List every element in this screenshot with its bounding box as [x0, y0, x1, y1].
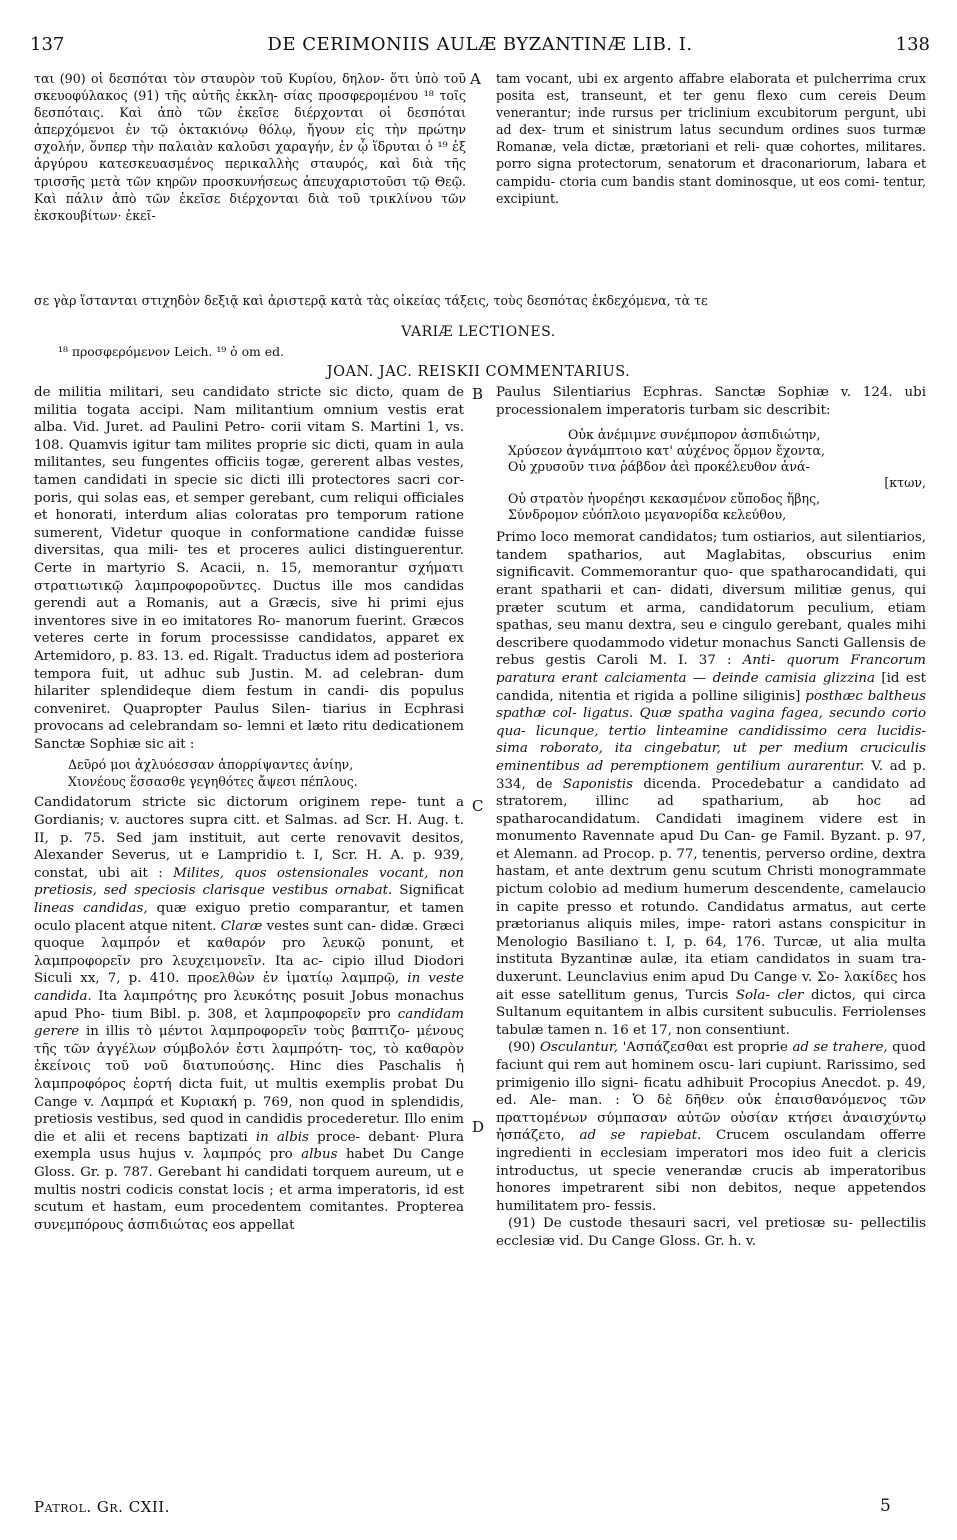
verse-quote: [508, 427, 926, 523]
commentary-left-column: [34, 384, 464, 1234]
commentary-paragraph: (91) De custode thesauri sacri, vel pretiosæ su- pellectilis ecclesiæ vid. Du Cange Gloss. Gr. h. v.: [496, 1216, 926, 1249]
italic-run: ad se trahere,: [792, 1040, 888, 1056]
italic-run: Milites, quos ostensionales vocant, non pretiosis, sed speciosis clarisque vestibus ornabat.: [34, 865, 464, 899]
verse-quote: [68, 757, 464, 790]
italic-run: ad se rapiebat.: [579, 1128, 702, 1144]
text-run: proce- debant· Plura exempla usus hujus v. λαμπρός pro: [34, 1129, 464, 1163]
italic-run: Claræ: [220, 918, 263, 934]
text-run: Significat: [399, 883, 464, 899]
variae-lectiones-title: VARIÆ LECTIONES.: [401, 324, 556, 340]
text-run: in illis τὸ μέντοι λαμπροφορεῖν τοὺς βαπτιζο- μένους τῆς τῶν ἀγγέλων σύμβολόν ἐστι λαμπρότη- τος, τὸ καθαρὸν ἐκείνοις τοῦ νοῦ διατυπούσης. Hinc dies Paschalis ἡ λαμπροφόρος ἑορτή dicta fuit, ut multis exemplis probat Du Cange v. Λαμπρά et Κυριακή p. 769, non quod in splendidis, pretiosis vestibus, sed quod in candidis procederetur. Illo enim die et alii et recens baptizati: [34, 1024, 464, 1145]
footer-signature: 5: [880, 1496, 891, 1516]
commentary-paragraph: [496, 1039, 926, 1215]
text-run: (90): [508, 1040, 536, 1056]
footer-volume: Patrol. Gr. CXII.: [34, 1498, 170, 1516]
margin-marker-c: C: [472, 797, 484, 815]
greek-text-tail: σε γὰρ ἵστανται στιχηδὸν δεξιᾷ καὶ ἀριστερᾷ κατὰ τὰς οἰκείας τάξεις, τοὺς δεσπότας ἐκδεχόμενα, τὰ τε: [34, 293, 708, 308]
margin-marker-d: D: [472, 1118, 485, 1136]
italic-run: lineas candidas,: [34, 901, 148, 917]
page-number-left: 137: [30, 34, 65, 55]
commentary-paragraph: [496, 529, 926, 1039]
text-run: V. ad p. 334, de: [496, 758, 926, 792]
verse-line: Οὐ στρατὸν ἠνορέησι κεκασμένον εὔποδος ἥβης,: [508, 491, 821, 507]
text-run: Primo loco memorat candidatos; tum ostiarios, aut silentiarios, tandem spatharios, aut Maglabitas, obscurius enim significavit. Commemorantur quo- que spatharocandidati, qui erant spatharii et can- didati, diversum militiæ genus, qui præter scutum et arma, candidatorum peculium, etiam spathas, seu manu dextra, seu e cingulo gerebant, quales mihi describere quodammodo videtur monachus Sancti Gallensis de rebus gestis Caroli M. I. 37 :: [496, 530, 926, 669]
verse-line: Δεῦρό μοι ἀχλυόεσσαν ἀπορρίψαντες ἀνίην,: [68, 757, 354, 773]
greek-text: ται (90) οἱ δεσπόται τὸν σταυρὸν τοῦ Κυρίου, δηλον- ὅτι ὑπὸ τοῦ σκευοφύλακος (91) τῆς αὐτῆς ἐκκλη- σίας προσφερομένου ¹⁸ τοῖς δεσπόταις. Καὶ ἀπὸ τῶν ἐκεῖσε διέρχονται οἱ δεσπόται ἀπερχόμενοι ἐν τῷ ὀκτακιόνῳ θόλῳ, ἤγουν εἰς τὴν πρώτην σχολήν, ὅνπερ τὴν παλαιὰν καλοῦσι χαραγήν, ἐν ᾧ ἵδρυται ὁ ¹⁹ ἐξ ἀργύρου κατεσκευασμένος περικαλλὴς σταυρός, καὶ διὰ τῆς τρισσῆς μετὰ τῶν κηρῶν προσκυνήσεως ἀπευχαριστοῦσι τῷ Θεῷ. Καὶ πάλιν ἀπὸ τῶν ἐκεῖσε διέρχονται διὰ τοῦ τρικλίνου τῶν ἐκσκουβίτων· ἐκεῖ-: [34, 71, 466, 223]
text-run: 'Ασπάζεσθαι est proprie: [622, 1040, 788, 1056]
text-run: Candidatorum stricte sic dictorum originem repe- tunt a Gordianis; v. auctores supra citt. et Salmas. ad Scr. H. Aug. t. II, p. 75. Sed jam instituit, aut certe renovavit desitos, Alexander Severus, ut e Lampridio t. I, Scr. H. A. p. 939, constat, ubi ait :: [34, 795, 464, 881]
text-run: quæ exiguo pretio comparantur, et tamen oculo placent atque nitent.: [34, 901, 465, 934]
text-run: dicenda. Procedebatur a candidato ad stratorem, illinc ad spatharium, ab hoc ad spatharocandidatum. Candidati imaginem videre est in monumento Ravennate apud Du Can- ge Famil. Byzant. p. 97, et Alemann. ad Procop. p. 77, tenentis, perverso ordine, dextra hastam, et ante dextrum genu scutum Christi monogrammate pictum colobio ad medium humerum descendente, camelaucio in capite presso et rotundo. Candidatus armatus, aut certe prætorianus aliquis miles, impe- ratori astans conspicitur in Menologio Basiliano t. I, p. 64, 176. Turcæ, ut alia multa instituta Byzantinæ aulæ, ita etiam candidatos in suam tra- duxerunt. Leunclavius enim apud Du Cange v. Σο- λακίδες hos ait esse satellitum genus, Turcis: [496, 776, 927, 1003]
text-run: dictos, qui circa Sultanum equitantem in albis cursitent subuculis. Ferriolenses tabulæ tamen n. 16 et 17, non consentiunt.: [496, 987, 926, 1038]
verse-line: Χρύσεον ἀγνάμπτοιο κατ' αὐχένος ὅρμον ἔχοντα,: [508, 443, 826, 459]
commentary-title: JOAN. JAC. REISKII COMMENTARIUS.: [326, 364, 631, 380]
commentary-right-column: [496, 384, 926, 1251]
running-title: DE CERIMONIIS AULÆ BYZANTINÆ LIB. I.: [267, 34, 693, 55]
page-number-right: 138: [895, 34, 930, 55]
margin-marker-a: A: [470, 70, 481, 88]
verse-line: Οὐ χρυσοῦν τινα ῥάβδον ἀεὶ προκέλευθον ἀνά-: [508, 459, 810, 475]
text-run: [id est candida, nitentia et rigida a polline siliginis]: [496, 670, 926, 704]
italic-run: in veste candida.: [34, 971, 464, 1004]
italic-run: posthæc baltheus spathæ col- ligatus. Quæ spatha vagina fagea, secundo corio qua- licunque, tertio linteamine candidissimo cera lucidis- sima roborato, ita cingebatur, ut per medium cruciculis eminentibus ad peremptionem gentilium aurarentur.: [496, 688, 926, 774]
latin-text: tam vocant, ubi ex argento affabre elaborata et pulcherrima crux posita est, transeunt, et ter genu flexo cum cereis Deum venerantur; inde rursus per triclinium excubitorum pergunt, ubi ad dex- trum et sinistrum latus secundum ordines suos turmæ Romanæ, vela dictæ, prætoriani et reli- quæ cohortes, militares. porro signa protectorum, senatorum et draconariorum, labara et campidu- ctoria cum bandis stant dominosque, ut eos comi- tentur, excipiunt.: [496, 71, 926, 206]
commentary-paragraph: Paulus Silentiarius Ecphras. Sanctæ Sophiæ v. 124. ubi processionalem imperatoris turbam sic describit:: [496, 385, 926, 418]
text-run: habet Du Cange Gloss. Gr. p. 787. Gerebant hi candidati torquem aureum, ut e multis nostri codicis constat locis ; et arma imperatoris, id est scutum et hastam, eum procedentem comitantes. Propterea συνεμπόρους ἀσπιδιώτας eos appellat: [34, 1147, 464, 1233]
italic-run: Osculantur,: [540, 1040, 619, 1056]
latin-text-column: [496, 70, 926, 207]
commentary-paragraph: [34, 794, 464, 1234]
verse-line: [κτων,: [884, 475, 926, 491]
commentary-paragraph: de militia militari, seu candidato stricte sic dicto, quam de militia togata accipi. Nam militantium omnium vestis erat alba. Vid. Juret. ad Paulini Petro- corii vitam S. Martini 1, vs. 108. Quamvis igitur tam milites proprie sic dicti, quam in aula militantes, seu fungentes officiis togæ, gererent albas vestes, tamen candidati in specie sic dicti illi protectores sacri cor- poris, qui solas eas, et semper gerebant, cum reliqui officiales et honorati, interdum alias coloratas pro temporum ratione sumerent, Videtur quoque in conformatione candidæ fuisse diversitas, qua mili- tes et proceres aulici distinguerentur. Certe in martyrio S. Acacii, n. 15, memorantur σχήματι στρατιωτικῷ λαμπροφοροῦντες. Ductus ille mos candidas gerendi aut a Romanis, aut a Græcis, sive hi primi ejus inventores sive in eo imitatores Ro- manorum fuerint. Græcos veteres certe in forum processisse candidatos, apparet ex Artemidoro, p. 83. 13. ed. Rigalt. Traductus idem ad posteriora tempora fuit, ut adhuc sub Justin. M. ad celebran- dum hilariter splendideque diem festum in candi- dis populus conveniret. Quapropter Paulus Silen- tiarius in Ecphrasi provocans ad celebrandam so- lemni et læto ritu dedicationem Sanctæ Sophiæ sic ait :: [34, 385, 464, 752]
italic-run: in albis: [255, 1129, 309, 1145]
italic-run: Sola- cler: [735, 987, 804, 1003]
italic-run: candidam gerere: [34, 1006, 464, 1040]
text-run: quod faciunt qui rem aut hominem oscu- lari cupiunt. Rarissimo, sed primigenio illo signi- ficatu adhibuit Procopius Anecdot. p. 49, ed. Ale- man. : Ὁ δὲ δῆθεν οὐκ ἐπαισθανόμενος τῶν πραττομένων σύμπασαν αὐτῶν οὐσίαν κτήσει ἀναισχύντῳ ἠσπάζετο,: [496, 1040, 927, 1144]
text-run: vestes sunt can- didæ. Græci quoque λαμπρόν et καθαρόν pro λευκῷ ponunt, et λαμπροφορεῖν pro λευχειμονεῖν. Ita ac- cipio illud Diodori Siculi xx, 7, p. 410. προελθὼν ἐν ἱματίῳ λαμπρῷ,: [34, 918, 464, 987]
greek-text-column: [34, 70, 466, 224]
text-run: Ita λαμπρότης pro λευκότης posuit Jobus monachus apud Pho- tium Bibl. p. 308, et λαμπροφορεῖν pro: [34, 989, 465, 1022]
italic-run: Anti- quorum Francorum paratura erant calciamenta — deinde camisia glizzina: [496, 653, 926, 686]
verse-line: Χιονέους ἕσσασθε γεγηθότες ἄψεσι πέπλους.: [68, 773, 358, 789]
text-run: Crucem osculandam offerre ingredienti in ecclesiam imperatori mos ideo fuit a clericis introductus, ut specie venerandæ crucis ab imperatoribus honores impetrarent sibi non debitos, neque appetendos humilitatem pro- fessis.: [496, 1128, 926, 1214]
italic-run: albus: [301, 1147, 338, 1163]
verse-line: Οὐκ ἀνέμιμνε συνέμπορον ἀσπιδιώτην,: [568, 427, 821, 443]
variae-lectiones-notes: ¹⁸ προσφερόμενον Leich. ¹⁹ ὁ om ed.: [58, 344, 284, 359]
running-header: [30, 34, 930, 56]
italic-run: Saponistis: [562, 776, 634, 792]
verse-line: Σύνδρομον εὐόπλοιο μεγανορίδα κελεύθου,: [508, 507, 787, 523]
margin-marker-b: B: [472, 385, 484, 403]
